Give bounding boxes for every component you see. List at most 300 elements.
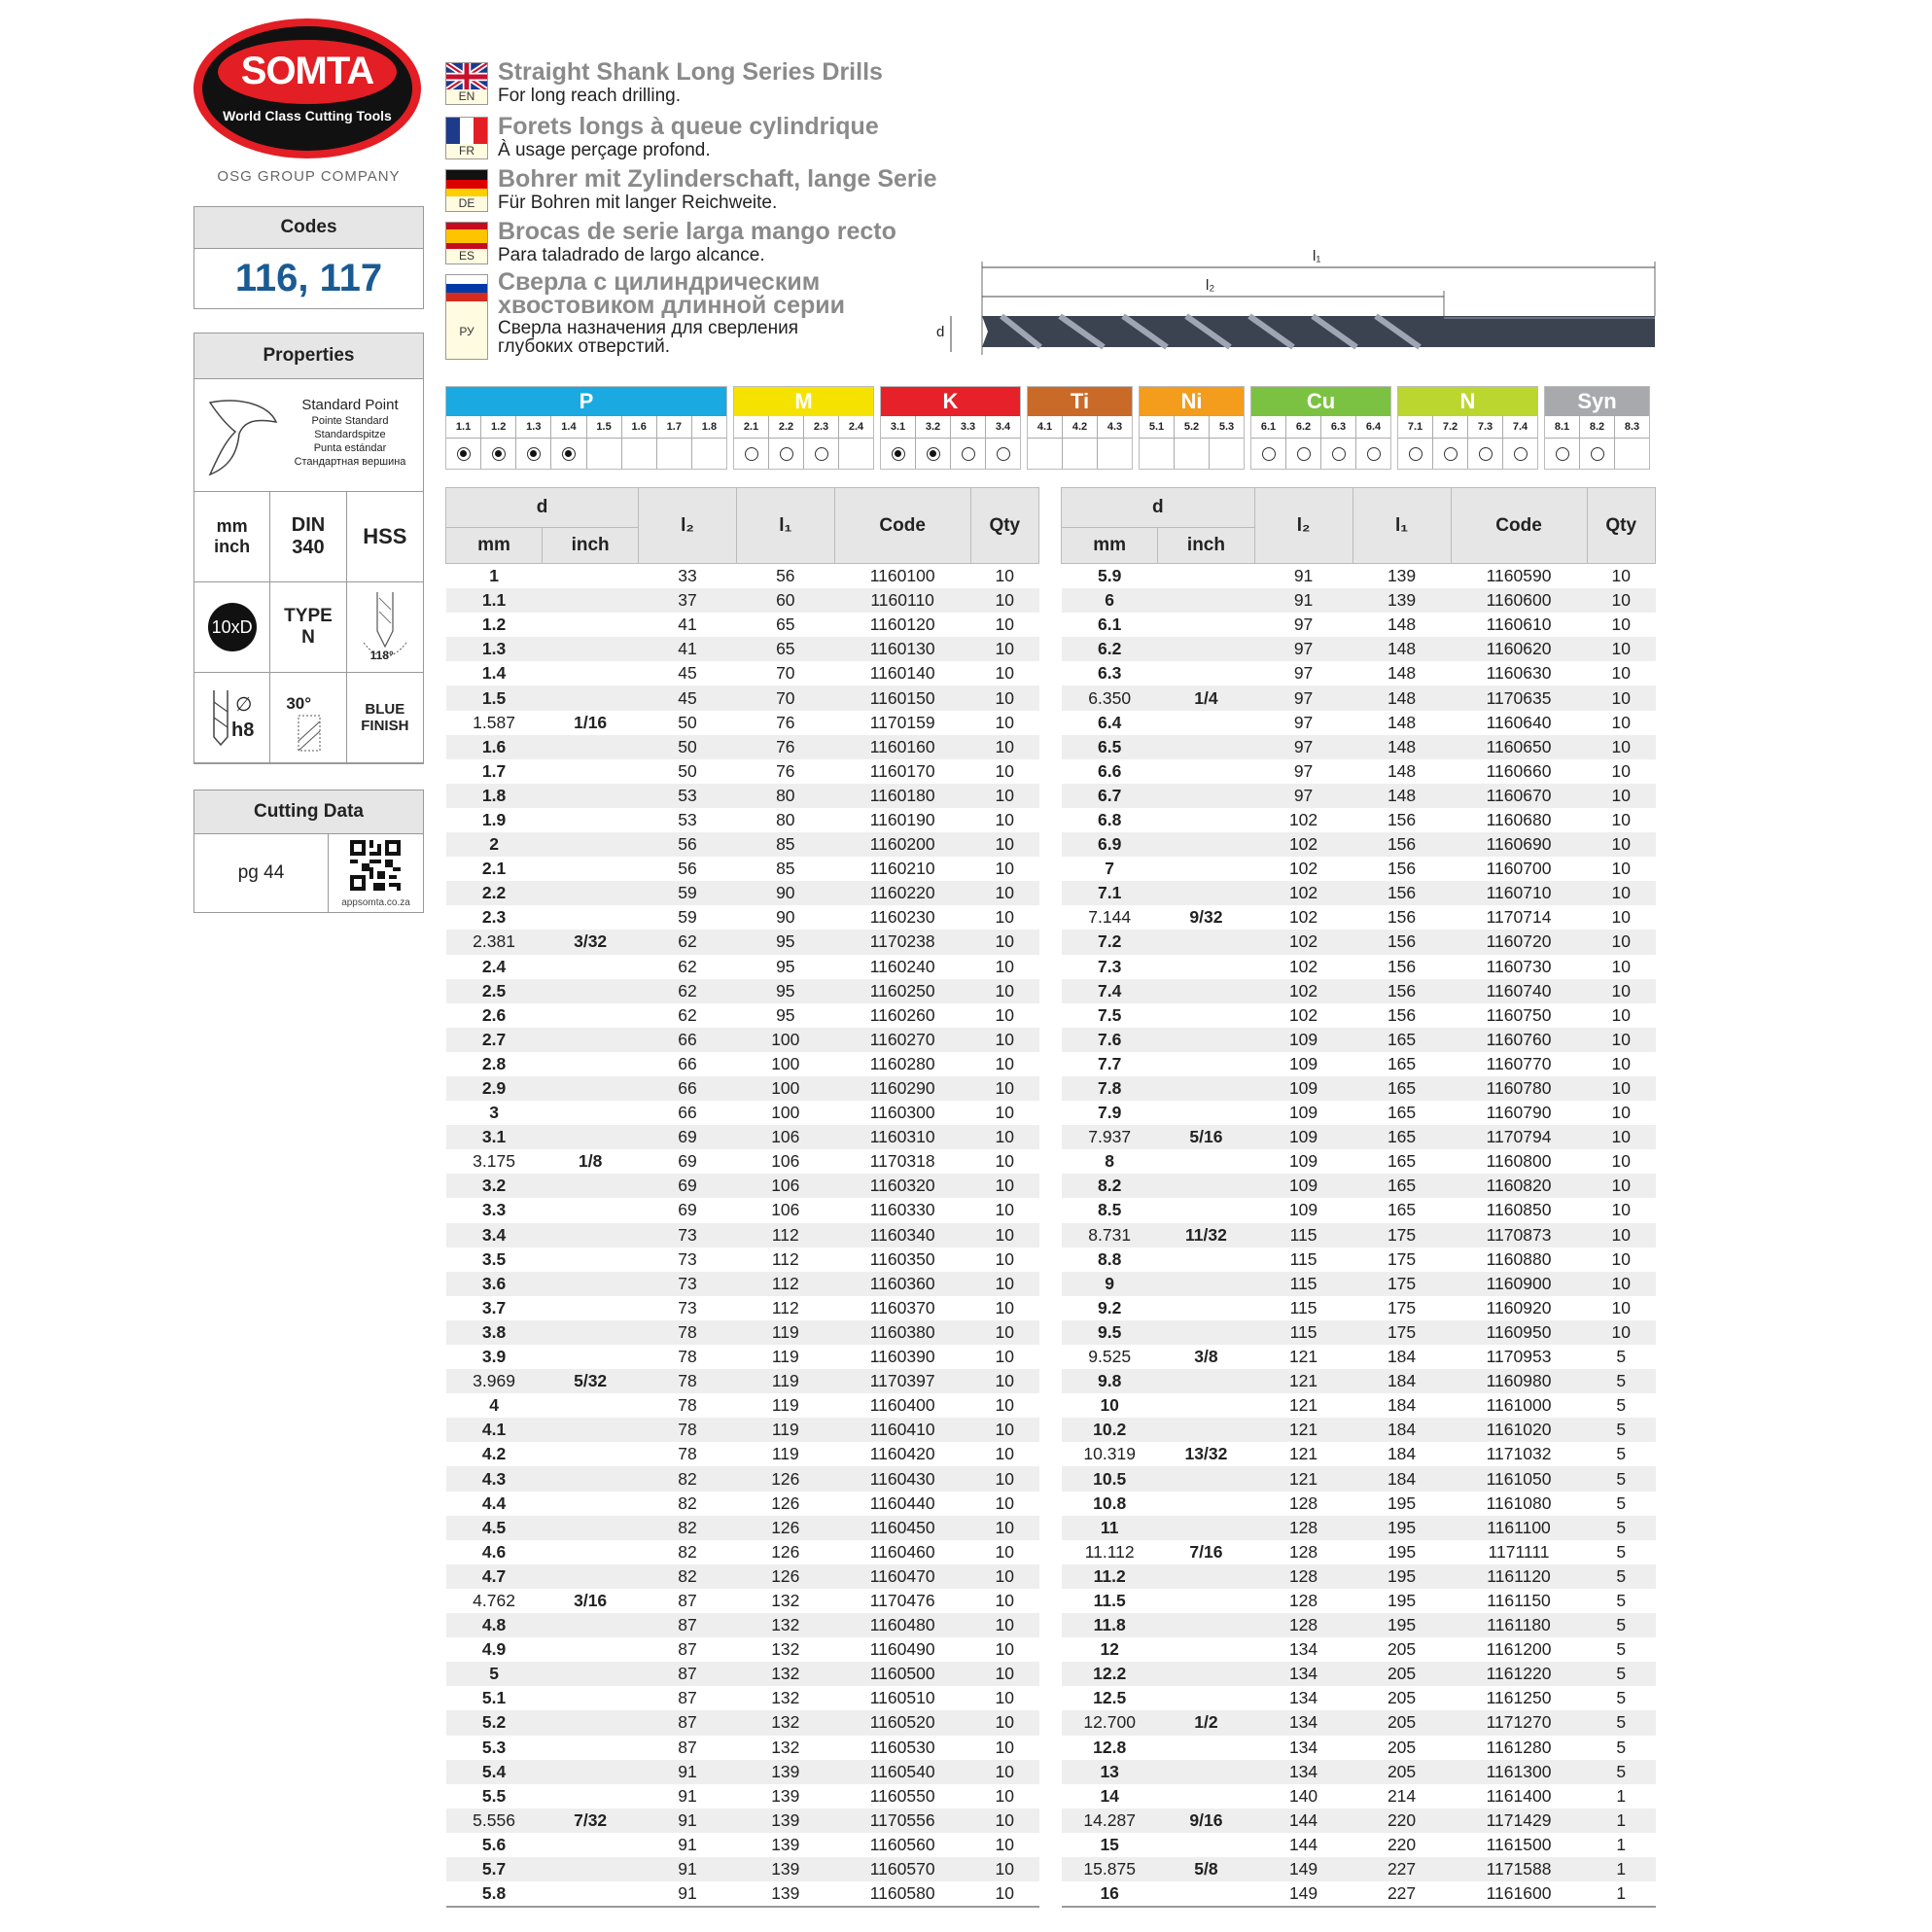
cell-l2: 87 xyxy=(678,1639,697,1660)
material-sub-number: 4.3 xyxy=(1098,416,1132,439)
cell-l2: 128 xyxy=(1254,1564,1352,1589)
cell-l2: 78 xyxy=(639,1369,737,1393)
din-cell xyxy=(270,492,346,582)
cell-qty: 10 xyxy=(995,1103,1015,1123)
cell-l1: 148 xyxy=(1352,637,1451,661)
cell-mm: 2 xyxy=(446,832,543,857)
cell-qty: 10 xyxy=(970,1272,1038,1296)
cell-code: 1160900 xyxy=(1451,1272,1587,1296)
cell-qty: 5 xyxy=(1587,1466,1656,1491)
table-row xyxy=(1062,1345,1656,1369)
cell-l2: 66 xyxy=(678,1053,697,1073)
cell-inch xyxy=(543,905,639,930)
cell-inch xyxy=(543,1028,639,1052)
cell-mm: 7 xyxy=(1105,859,1115,879)
material-sub-number: 1.3 xyxy=(516,416,550,439)
point-fr: Pointe Standard xyxy=(311,415,389,427)
cell-l1: 100 xyxy=(736,1028,834,1052)
table-row xyxy=(1062,613,1656,637)
table-row xyxy=(446,1076,1039,1101)
table-row xyxy=(1062,1418,1656,1442)
cell-inch xyxy=(543,1418,639,1442)
table-row xyxy=(446,1809,1039,1833)
cell-l1: 76 xyxy=(776,760,795,781)
cell-l1: 195 xyxy=(1387,1493,1417,1513)
cell-qty: 10 xyxy=(970,1320,1038,1345)
uk-flag-icon xyxy=(445,62,488,105)
cell-l2: 97 xyxy=(1293,663,1314,684)
cell-code: 1160430 xyxy=(834,1466,970,1491)
cell-inch xyxy=(1158,979,1254,1003)
cell-l2: 45 xyxy=(678,663,697,684)
cell-l2: 97 xyxy=(1254,637,1352,661)
cell-l1: 100 xyxy=(771,1053,800,1073)
cell-qty: 5 xyxy=(1616,1493,1627,1513)
cell-code: 1161250 xyxy=(1486,1688,1552,1708)
cell-mm: 8.731 xyxy=(1062,1223,1158,1247)
table-row xyxy=(446,930,1039,954)
cell-qty: 10 xyxy=(970,1076,1038,1101)
cell-qty: 5 xyxy=(1587,1516,1656,1540)
cell-l1: 112 xyxy=(736,1272,834,1296)
material-sub-cell xyxy=(986,416,1020,469)
cutting-data-heading: Cutting Data xyxy=(194,790,423,834)
cell-inch xyxy=(1158,1784,1254,1809)
cell-l1: 90 xyxy=(776,907,795,928)
cell-code: 1160680 xyxy=(1486,809,1552,829)
cell-l2: 134 xyxy=(1288,1737,1318,1757)
table-row xyxy=(1062,808,1656,832)
cell-inch xyxy=(543,1613,639,1637)
cell-mm: 1.7 xyxy=(481,760,507,781)
cell-l1: 119 xyxy=(771,1395,799,1416)
cell-qty: 10 xyxy=(995,1541,1015,1562)
title-en: Straight Shank Long Series Drills xyxy=(498,58,883,86)
lang-de xyxy=(445,165,990,220)
cell-inch xyxy=(543,832,639,857)
cell-code: 1160500 xyxy=(834,1662,970,1686)
cell-qty: 5 xyxy=(1616,1688,1627,1708)
material-sub-cell xyxy=(881,416,916,469)
table-row xyxy=(446,661,1039,685)
cell-inch xyxy=(543,1492,639,1516)
finish-line-2: FINISH xyxy=(361,718,409,734)
cell-l1: 195 xyxy=(1352,1516,1451,1540)
cell-inch xyxy=(543,1198,639,1222)
din-label: DIN xyxy=(291,514,326,536)
cell-l1: 205 xyxy=(1387,1737,1417,1757)
cell-mm: 7.3 xyxy=(1098,956,1122,976)
col-l1: l₁ xyxy=(1352,488,1451,564)
cell-l1: 119 xyxy=(736,1369,834,1393)
cell-l1: 106 xyxy=(771,1200,800,1220)
cell-l2: 62 xyxy=(678,956,697,976)
cell-code: 1160480 xyxy=(834,1613,970,1637)
cell-l1: 80 xyxy=(776,809,795,829)
cell-qty: 10 xyxy=(970,979,1038,1003)
material-group-ni xyxy=(1139,386,1245,470)
cell-qty: 10 xyxy=(970,930,1038,954)
cell-qty: 10 xyxy=(1587,1076,1656,1101)
cell-l2: 121 xyxy=(1288,1347,1318,1367)
cell-l2: 149 xyxy=(1254,1881,1352,1907)
cell-inch xyxy=(1158,711,1254,735)
cell-inch xyxy=(543,1686,639,1710)
cell-l1: 132 xyxy=(771,1639,800,1660)
cell-l2: 53 xyxy=(678,809,697,829)
brand-name: SOMTA xyxy=(240,50,374,92)
cell-qty: 10 xyxy=(995,1347,1015,1367)
table-row xyxy=(1062,661,1656,685)
table-row xyxy=(1062,1809,1656,1833)
cell-l2: 62 xyxy=(639,979,737,1003)
cell-mm: 4.2 xyxy=(481,1444,507,1464)
cell-qty: 10 xyxy=(995,1785,1015,1806)
cell-l2: 149 xyxy=(1254,1857,1352,1881)
table-row xyxy=(446,1003,1039,1028)
cell-l2: 97 xyxy=(1254,735,1352,759)
cell-mm: 4.7 xyxy=(446,1564,543,1589)
cell-inch xyxy=(543,661,639,685)
qr-code-icon xyxy=(350,840,401,891)
cell-mm: 10.5 xyxy=(1062,1466,1158,1491)
cell-l2: 109 xyxy=(1288,1103,1318,1123)
cell-inch xyxy=(1158,1296,1254,1320)
cell-mm: 2.2 xyxy=(446,881,543,905)
cell-l2: 102 xyxy=(1288,956,1318,976)
cell-code: 1160230 xyxy=(869,907,935,928)
cell-mm: 3.2 xyxy=(446,1174,543,1198)
cell-qty: 10 xyxy=(970,1564,1038,1589)
type-value: N xyxy=(301,627,315,648)
cell-l1: 119 xyxy=(771,1347,799,1367)
cell-l1: 119 xyxy=(771,1444,799,1464)
germany-flag-icon xyxy=(445,169,488,212)
col-d: d xyxy=(446,488,639,528)
cell-mm: 6.3 xyxy=(1098,663,1122,684)
cell-mm: 2.3 xyxy=(481,907,507,928)
cell-qty: 10 xyxy=(970,1760,1038,1784)
cell-l1: 132 xyxy=(736,1662,834,1686)
cell-l2: 78 xyxy=(678,1395,697,1416)
table-row xyxy=(1062,637,1656,661)
cell-l1: 126 xyxy=(771,1493,800,1513)
cell-inch: 3/32 xyxy=(543,930,639,954)
cell-code: 1160380 xyxy=(834,1320,970,1345)
suitable-circle-icon xyxy=(780,447,793,461)
table-row xyxy=(446,1149,1039,1174)
cell-qty: 10 xyxy=(1587,1223,1656,1247)
cell-mm: 2.6 xyxy=(481,1004,507,1025)
qr-cell[interactable] xyxy=(329,834,423,912)
cell-qty: 10 xyxy=(970,1857,1038,1881)
cell-qty: 10 xyxy=(995,1590,1015,1610)
cell-qty: 10 xyxy=(970,1125,1038,1149)
cell-mm: 8.8 xyxy=(1098,1248,1122,1269)
cell-mm: 12.5 xyxy=(1093,1688,1127,1708)
table-row xyxy=(1062,1393,1656,1418)
cell-mm: 6.8 xyxy=(1098,809,1122,829)
cell-mm: 6.5 xyxy=(1062,735,1158,759)
cell-l1: 205 xyxy=(1387,1639,1417,1660)
cell-inch xyxy=(543,759,639,784)
cell-l2: 53 xyxy=(639,784,737,808)
cell-qty: 10 xyxy=(995,1834,1015,1854)
cell-inch xyxy=(1158,637,1254,661)
cell-l2: 91 xyxy=(639,1881,737,1907)
material-sub-number: 6.2 xyxy=(1286,416,1320,439)
material-label: Ti xyxy=(1028,387,1132,416)
material-sub-number: 5.2 xyxy=(1175,416,1209,439)
table-row xyxy=(446,1028,1039,1052)
cell-mm: 10.8 xyxy=(1093,1493,1127,1513)
cell-l2: 109 xyxy=(1254,1076,1352,1101)
cell-l1: 165 xyxy=(1387,1103,1417,1123)
subtitle-ru: Сверла назначения для сверления глубоких отверстий. xyxy=(498,318,799,357)
cell-qty: 10 xyxy=(970,1418,1038,1442)
cell-inch: 13/32 xyxy=(1184,1444,1228,1464)
cell-code: 1160580 xyxy=(834,1881,970,1907)
cell-mm: 4 xyxy=(489,1395,499,1416)
table-row xyxy=(446,1198,1039,1222)
cell-inch xyxy=(1158,613,1254,637)
point-de: Standardspitze xyxy=(314,429,386,440)
cell-qty: 10 xyxy=(970,832,1038,857)
ratio-cell xyxy=(194,582,270,673)
cell-qty: 10 xyxy=(995,615,1015,635)
suitable-circle-icon xyxy=(1332,447,1346,461)
cell-l1: 106 xyxy=(736,1125,834,1149)
cell-qty: 10 xyxy=(995,1151,1015,1172)
suitable-circle-icon xyxy=(997,447,1010,461)
cell-mm: 6.4 xyxy=(1098,712,1122,732)
material-sub-number: 4.1 xyxy=(1028,416,1062,439)
suitable-circle-icon xyxy=(815,447,828,461)
table-row xyxy=(1062,1637,1656,1662)
material-group-n xyxy=(1397,386,1538,470)
cell-mm: 7.1 xyxy=(1062,881,1158,905)
cell-qty: 10 xyxy=(995,1737,1015,1757)
cell-mm: 4.4 xyxy=(481,1493,507,1513)
cell-l2: 50 xyxy=(678,712,697,732)
cell-l2: 87 xyxy=(678,1737,697,1757)
cell-qty: 5 xyxy=(1587,1662,1656,1686)
material-label: P xyxy=(446,387,726,416)
table-row xyxy=(1062,1369,1656,1393)
cell-l1: 132 xyxy=(736,1710,834,1735)
cell-inch xyxy=(1158,1174,1254,1198)
cell-l2: 115 xyxy=(1289,1248,1317,1269)
russia-flag-icon xyxy=(445,274,488,360)
cell-mm: 11.112 xyxy=(1084,1541,1135,1562)
table-row xyxy=(1062,1223,1656,1247)
cell-mm: 3.4 xyxy=(446,1223,543,1247)
cell-l2: 87 xyxy=(678,1590,697,1610)
cell-qty: 1 xyxy=(1587,1857,1656,1881)
table-row xyxy=(446,685,1039,710)
col-inch: inch xyxy=(543,528,639,564)
table-row xyxy=(1062,1174,1656,1198)
cell-code: 1160670 xyxy=(1451,784,1587,808)
cell-mm: 2.9 xyxy=(446,1076,543,1101)
cell-mm: 5.7 xyxy=(446,1857,543,1881)
cell-inch xyxy=(1158,1492,1254,1516)
cell-code: 1170238 xyxy=(834,930,970,954)
recommended-circle-icon xyxy=(562,447,576,461)
cell-inch xyxy=(1158,1101,1254,1125)
table-row xyxy=(1062,857,1656,881)
cell-code: 1160150 xyxy=(834,685,970,710)
cell-qty: 10 xyxy=(970,735,1038,759)
table-row xyxy=(446,1247,1039,1272)
cell-qty: 10 xyxy=(995,1688,1015,1708)
table-row xyxy=(446,1736,1039,1760)
cell-inch xyxy=(1158,1003,1254,1028)
table-row xyxy=(1062,1198,1656,1222)
table-row xyxy=(446,881,1039,905)
cell-l1: 95 xyxy=(736,979,834,1003)
col-l2: l₂ xyxy=(1254,488,1352,564)
cell-inch xyxy=(1158,735,1254,759)
cell-l2: 102 xyxy=(1288,809,1318,829)
cell-inch xyxy=(1158,1198,1254,1222)
cell-l1: 205 xyxy=(1352,1662,1451,1686)
cell-code: 1161180 xyxy=(1451,1613,1587,1637)
cell-l2: 66 xyxy=(678,1103,697,1123)
cell-l1: 165 xyxy=(1352,1028,1451,1052)
cell-l2: 128 xyxy=(1254,1516,1352,1540)
lang-code-fr: FR xyxy=(446,144,487,158)
cell-inch xyxy=(543,1296,639,1320)
cell-l2: 134 xyxy=(1288,1688,1318,1708)
cell-inch xyxy=(543,735,639,759)
cell-l1: 65 xyxy=(736,637,834,661)
cell-mm: 11.8 xyxy=(1062,1613,1158,1637)
suitable-circle-icon xyxy=(1409,447,1423,461)
cell-mm: 5.3 xyxy=(481,1737,507,1757)
cell-l1: 156 xyxy=(1352,930,1451,954)
col-mm: mm xyxy=(1062,528,1158,564)
cell-mm: 12.2 xyxy=(1062,1662,1158,1686)
cell-inch xyxy=(543,637,639,661)
cell-qty: 10 xyxy=(970,1028,1038,1052)
material-sub-cell xyxy=(839,416,873,469)
cell-qty: 10 xyxy=(1611,1200,1631,1220)
cell-l2: 69 xyxy=(639,1125,737,1149)
cell-l2: 144 xyxy=(1254,1809,1352,1833)
cell-mm: 1.1 xyxy=(446,588,543,613)
table-row xyxy=(446,1589,1039,1613)
cell-code: 1160780 xyxy=(1451,1076,1587,1101)
cell-code: 1160190 xyxy=(869,809,935,829)
cell-l2: 109 xyxy=(1254,1028,1352,1052)
cell-l1: 85 xyxy=(736,832,834,857)
cell-code: 1160950 xyxy=(1451,1320,1587,1345)
suitable-circle-icon xyxy=(962,447,975,461)
cell-code: 1160360 xyxy=(834,1272,970,1296)
cell-qty: 10 xyxy=(1611,1248,1631,1269)
table-row xyxy=(1062,1710,1656,1735)
cell-inch xyxy=(1158,1760,1254,1784)
cell-inch xyxy=(543,1784,639,1809)
cell-qty: 10 xyxy=(995,1248,1015,1269)
cell-l2: 128 xyxy=(1254,1613,1352,1637)
material-sub-number: 3.4 xyxy=(986,416,1020,439)
cell-code: 1170714 xyxy=(1486,907,1552,928)
cell-mm: 5.556 xyxy=(446,1809,543,1833)
cell-qty: 10 xyxy=(970,784,1038,808)
cell-inch xyxy=(1158,1662,1254,1686)
material-sub-number: 6.4 xyxy=(1356,416,1390,439)
cell-l2: 69 xyxy=(678,1200,697,1220)
cell-inch xyxy=(1158,661,1254,685)
cell-code: 1160240 xyxy=(869,956,935,976)
unit-mm: mm xyxy=(216,516,248,536)
cell-l2: 109 xyxy=(1288,1200,1318,1220)
material-group-ti xyxy=(1027,386,1133,470)
cell-code: 1171111 xyxy=(1488,1541,1550,1562)
cell-code: 1160310 xyxy=(834,1125,970,1149)
table-row xyxy=(446,1686,1039,1710)
cell-l1: 175 xyxy=(1352,1320,1451,1345)
cell-l1: 126 xyxy=(736,1516,834,1540)
cell-l1: 156 xyxy=(1387,907,1417,928)
cell-mm: 1.2 xyxy=(481,615,507,635)
cell-code: 1161000 xyxy=(1486,1395,1552,1416)
cell-qty: 10 xyxy=(995,907,1015,928)
cell-qty: 5 xyxy=(1587,1369,1656,1393)
cell-inch xyxy=(543,1857,639,1881)
cell-l1: 90 xyxy=(736,881,834,905)
cell-code: 1161400 xyxy=(1486,1785,1552,1806)
table-row xyxy=(1062,1662,1656,1686)
cell-l1: 175 xyxy=(1387,1297,1417,1317)
table-row xyxy=(1062,1613,1656,1637)
table-row xyxy=(446,1492,1039,1516)
cell-l1: 139 xyxy=(736,1857,834,1881)
material-sub-number: 8.1 xyxy=(1545,416,1579,439)
cell-l1: 106 xyxy=(736,1174,834,1198)
standard-point-icon xyxy=(200,395,278,477)
material-sub-number: 3.3 xyxy=(951,416,985,439)
cell-qty: 10 xyxy=(970,1809,1038,1833)
cell-code: 1160740 xyxy=(1451,979,1587,1003)
cell-inch xyxy=(1158,1272,1254,1296)
cell-l1: 156 xyxy=(1352,832,1451,857)
material-sub-cell xyxy=(446,416,481,469)
ratio-badge: 10xD xyxy=(208,603,257,651)
cell-qty: 5 xyxy=(1587,1760,1656,1784)
cell-mm: 4.8 xyxy=(446,1613,543,1637)
table-row xyxy=(446,613,1039,637)
material-sub-cell xyxy=(804,416,839,469)
material-sub-number: 8.3 xyxy=(1615,416,1649,439)
cell-mm: 11.5 xyxy=(1093,1590,1126,1610)
cell-code: 1160820 xyxy=(1451,1174,1587,1198)
cell-code: 1161150 xyxy=(1487,1590,1551,1610)
cell-l1: 156 xyxy=(1387,956,1417,976)
cell-code: 1170794 xyxy=(1451,1125,1587,1149)
cell-l1: 119 xyxy=(736,1320,834,1345)
type-cell xyxy=(270,582,346,673)
cell-l1: 126 xyxy=(736,1564,834,1589)
table-row xyxy=(446,905,1039,930)
cell-qty: 5 xyxy=(1616,1395,1627,1416)
cell-l2: 91 xyxy=(1254,588,1352,613)
cell-qty: 10 xyxy=(995,1395,1015,1416)
material-label: M xyxy=(734,387,873,416)
cell-l1: 76 xyxy=(776,712,795,732)
